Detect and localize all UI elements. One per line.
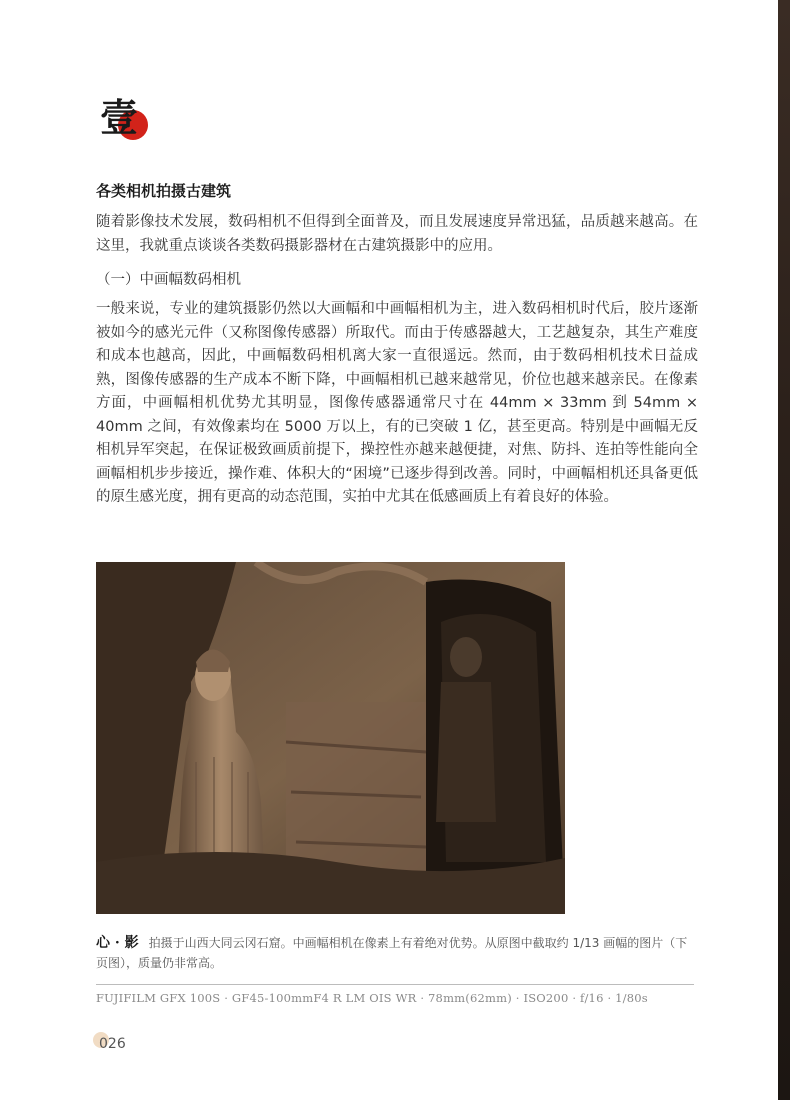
body-paragraph: 一般来说，专业的建筑摄影仍然以大画幅和中画幅相机为主，进入数码相机时代后，胶片逐渐被如今的感光元件（又称图像传感器）所取代。而由于传感器越大，工艺越复杂，其生产难度和成本也越高，因此，中画幅数码相机离大家一直很遥远。然而，由于数码相机技术日益成熟，图像传感器的生产成本不断下降，中画幅相机已越来越常见，价位也越来越亲民。在像素方面，中画幅相机优势尤其明显，图像传感器通常尺寸在 44mm × 33mm 到 54mm × 40mm 之间，有效像素均在 5000 万以上，有的已突破 1 亿，甚至更高。特别是中画幅无反相机异军突起，在保证极致画质前提下，操控性亦越来越便捷，对焦、防抖、连拍等性能向全画幅相机步步接近，操作难、体积大的“困境”已逐步得到改善。同时，中画幅相机还具备更低的原生感光度，拥有更高的动态范围，实拍中尤其在低感画质上有着良好的体验。	[96, 301, 698, 505]
intro-paragraph: 随着影像技术发展，数码相机不但得到全面普及，而且发展速度异常迅猛，品质越来越高。在这里，我就重点谈谈各类数码摄影器材在古建筑摄影中的应用。	[96, 214, 698, 254]
chapter-mark	[100, 96, 160, 156]
page-number: 026	[99, 1036, 126, 1052]
camera-specs: FUJIFILM GFX 100S · GF45-100mmF4 R LM OIS WR · 78mm(62mm) · ISO200 · f/16 · 1/80s	[96, 991, 648, 1005]
caption-divider	[96, 984, 694, 985]
grotto-photo	[96, 562, 565, 914]
page-edge-strip	[778, 0, 790, 1100]
section-title: 各类相机拍摄古建筑	[96, 182, 232, 200]
photo-caption	[96, 933, 696, 973]
caption-text: 拍摄于山西大同云冈石窟。中画幅相机在像素上有着绝对优势。从原图中截取约 1/13 画幅的图片（下页图），质量仍非常高。	[96, 936, 688, 970]
subsection-heading: （一）中画幅数码相机	[96, 272, 241, 288]
chapter-number: 壹	[100, 95, 139, 140]
caption-label: 心 · 影	[96, 935, 139, 951]
